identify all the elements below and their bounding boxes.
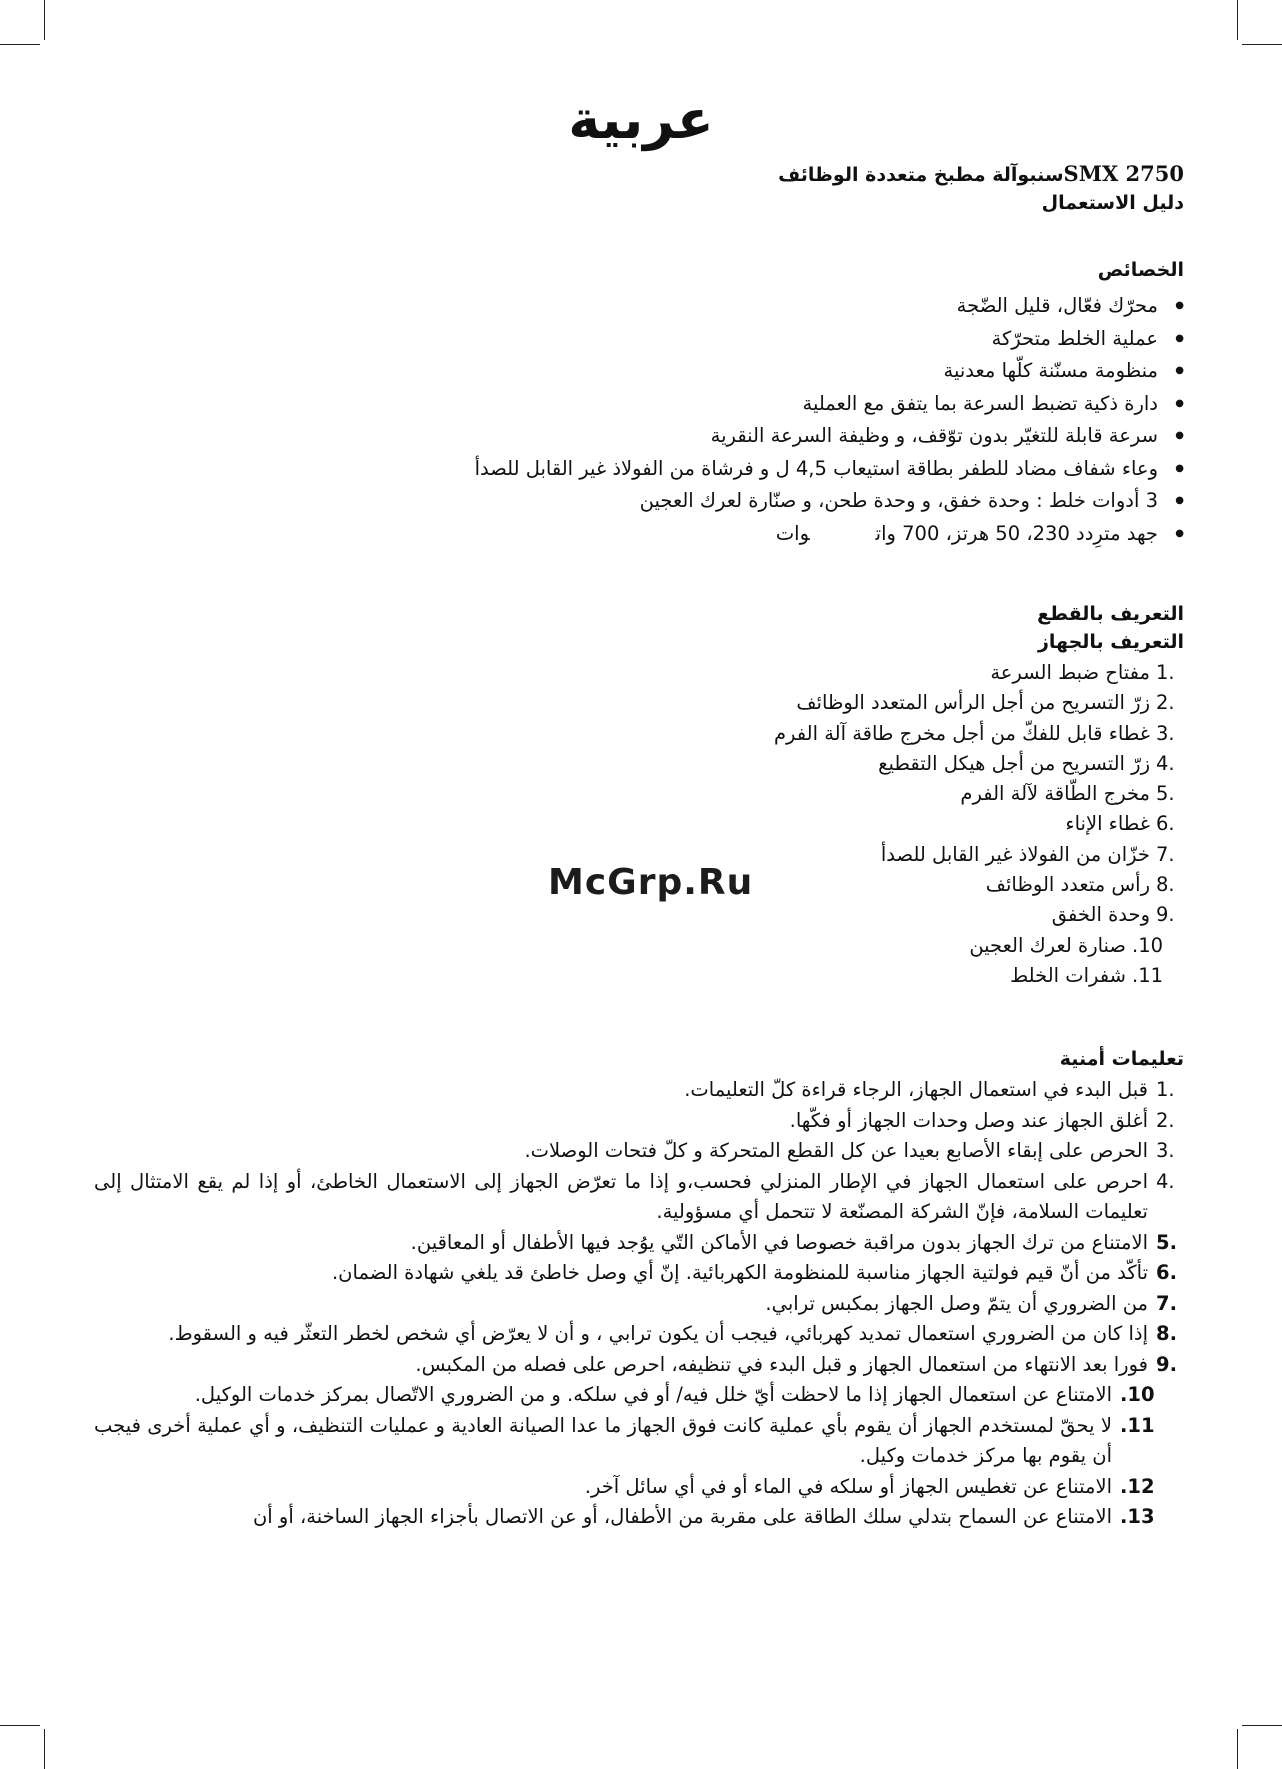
crop-mark — [44, 0, 45, 40]
list-item — [94, 1350, 1184, 1381]
list-item — [94, 779, 1184, 809]
item-number: 8. — [1156, 873, 1175, 897]
product-name: سنبوآلة مطبخ متعددة الوظائف — [778, 164, 1064, 186]
list-item: ● دارة ذكية تضبط السرعة بما يتفق مع العملية — [94, 388, 1184, 421]
list-item — [94, 900, 1184, 930]
item-number: 4. — [1156, 751, 1175, 775]
item-number: 1. — [1156, 1078, 1175, 1101]
item-text: فورا بعد الانتهاء من استعمال الجهاز و قبل البدء في تنظيفه، احرص على فصله من المكبس. — [415, 1352, 1148, 1376]
item-number: 3. — [1156, 721, 1175, 745]
list-item — [94, 1167, 1184, 1228]
list-item — [94, 749, 1184, 779]
list-item: ● سرعة قابلة للتغيّر بدون توّقف، و وظيفة السرعة النقرية — [94, 420, 1184, 453]
page-title: عربية — [568, 88, 714, 151]
safety-heading: تعليمات أمنية — [1059, 1048, 1184, 1070]
item-text: غطاء الإناء — [1065, 812, 1150, 836]
item-text: زرّ التسريح من أجل الرأس المتعدد الوظائف — [796, 691, 1150, 715]
item-number: 6. — [1156, 812, 1175, 836]
item-text: الامتناع عن السماح بتدلي سلك الطاقة على مقربة من الأطفال، أو عن الاتصال بأجزاء الجهاز الساخنة، أو أن — [252, 1505, 1112, 1528]
list-item — [94, 719, 1184, 749]
product-line — [94, 160, 1184, 189]
item-text: رأس متعدد الوظائف — [985, 873, 1150, 897]
list-item — [94, 809, 1184, 839]
list-item: ● وعاء شفاف مضاد للطفر بطاقة استيعاب 4,5 ل و فرشاة من الفولاذ غير القابل للصدأ — [94, 453, 1184, 486]
item-number: 1. — [1156, 661, 1175, 684]
item-number: .13 — [1120, 1505, 1155, 1528]
list-item — [94, 961, 1184, 991]
list-item — [94, 1319, 1184, 1350]
power-spec: جهد مترِدد 230، 50 هرتز، 700 وات — [875, 521, 1158, 545]
safety-list — [94, 1075, 1184, 1533]
list-item — [94, 518, 1184, 551]
features-heading: الخصائص — [1097, 259, 1184, 281]
list-item — [94, 1472, 1184, 1503]
item-text: غطاء قابل للفكّ من أجل مخرج طاقة آلة الفرم — [773, 721, 1150, 745]
item-number: 2. — [1156, 691, 1175, 715]
item-text: لا يحقّ لمستخدم الجهاز أن يقوم بأي عملية كانت فوق الجهاز ما عدا الصيانة العادية و عمليات التنظيف، و أي عملية أخرى فيجب أن يقوم بها مركز خدمات وكيل. — [94, 1413, 1112, 1467]
crop-mark — [1242, 44, 1282, 45]
crop-mark — [1237, 1729, 1238, 1769]
crop-mark — [0, 44, 40, 45]
list-item — [94, 1136, 1184, 1167]
list-item — [94, 931, 1184, 961]
list-item — [94, 1289, 1184, 1320]
features-section — [94, 256, 1184, 550]
item-text: الامتناع عن تغطيس الجهاز أو سلكه في الماء أو في أي سائل آخر. — [584, 1474, 1112, 1498]
item-text: خزّان من الفولاذ غير القابل للصدأ — [880, 842, 1150, 866]
item-number: .12 — [1120, 1474, 1155, 1498]
item-number: 7. — [1156, 1291, 1177, 1315]
item-number: 9. — [1156, 1352, 1177, 1376]
item-text: الحرص على إبقاء الأصابع بعيدا عن كل القطع المتحركة و كلّ فتحات الوصلات. — [524, 1139, 1148, 1162]
item-text: مخرج الطّاقة لآلة الفرم — [960, 782, 1150, 806]
list-item — [94, 1411, 1184, 1472]
item-text: إذا كان من الضروري استعمال تمديد كهربائي، فيجب أن يكون ترابي ، و أن لا يعرّض أي شخص لخطر التعثّر فيه و السقوط. — [168, 1322, 1148, 1345]
item-text: مفتاح ضبط السرعة — [990, 661, 1150, 684]
list-item — [94, 1380, 1184, 1411]
item-text: الامتناع عن استعمال الجهاز إذا ما لاحظت أيّ خلل فيه/ أو في سلكه. و من الضروري الاتّصال بمركز خدمات الوكيل. — [194, 1383, 1112, 1406]
list-item — [94, 1228, 1184, 1259]
list-item: ● 3 أدوات خلط : وحدة خفق، و وحدة طحن، و صنّارة لعرك العجين — [94, 485, 1184, 518]
item-text: وحدة الخفق — [1051, 903, 1150, 927]
item-number: 3. — [1156, 1139, 1175, 1162]
parts-subheading: التعريف بالجهاز — [1037, 631, 1184, 653]
item-text: أغلق الجهاز عند وصل وحدات الجهاز أو فكّها. — [789, 1108, 1148, 1132]
item-number: .11 — [1132, 963, 1164, 987]
item-text: صنارة لعرك العجين — [969, 933, 1126, 957]
safety-section — [94, 1045, 1184, 1533]
item-number: 2. — [1156, 1108, 1175, 1132]
crop-mark — [1237, 0, 1238, 40]
manual-title: دليل الاستعمال — [1041, 192, 1184, 214]
parts-heading: التعريف بالقطع — [1037, 603, 1184, 625]
item-text: زرّ التسريح من أجل هيكل التقطيع — [878, 751, 1150, 775]
item-text: من الضروري أن يتمّ وصل الجهاز بمكبس ترابي. — [765, 1291, 1148, 1315]
list-item — [94, 1106, 1184, 1137]
watermark-text: McGrp.Ru — [548, 862, 754, 903]
product-header — [94, 160, 1184, 217]
list-item — [94, 658, 1184, 688]
item-text: الامتناع من ترك الجهاز بدون مراقبة خصوصا في الأماكن التّي يوُجد فيها الأطفال أو المعاقين. — [410, 1230, 1148, 1254]
item-number: .11 — [1120, 1413, 1155, 1437]
list-item: ● منظومة مسنّنة كلّها معدنية — [94, 355, 1184, 388]
features-list — [94, 290, 1184, 550]
model-number: SMX 2750 — [1063, 161, 1184, 186]
power-unit: وات — [775, 521, 810, 545]
item-number: 8. — [1156, 1322, 1177, 1345]
item-number: 5. — [1156, 782, 1175, 806]
item-number: 7. — [1156, 842, 1175, 866]
item-text: تأكّد من أنّ قيم فولتية الجهاز مناسبة للمنظومة الكهربائية. إنّ أي وصل خاطئ قد يلغي شهادة الضمان. — [331, 1261, 1148, 1284]
parts-list — [94, 658, 1184, 991]
parts-section — [94, 600, 1184, 991]
item-number: .10 — [1132, 933, 1164, 957]
item-text: قبل البدء في استعمال الجهاز، الرجاء قراءة كلّ التعليمات. — [684, 1078, 1148, 1101]
list-item: ● عملية الخلط متحرّكة — [94, 323, 1184, 356]
item-text: احرص على استعمال الجهاز في الإطار المنزلي فحسب،و إذا ما تعرّض الجهاز إلى الاستعمال الخاطئ، أو إذا لم يقع الامتثال إلى تعليمات السلامة، فإنّ الشركة المصنّعة لا تتحمل أي مسؤولية. — [94, 1169, 1148, 1223]
list-item — [94, 688, 1184, 718]
crop-mark — [1242, 1725, 1282, 1726]
list-item: ● محرّك فعّال، قليل الضّجة — [94, 290, 1184, 323]
list-item — [94, 1258, 1184, 1289]
item-number: 5. — [1156, 1230, 1177, 1254]
item-number: 9. — [1156, 903, 1175, 927]
item-number: 6. — [1156, 1261, 1177, 1284]
crop-mark — [0, 1725, 40, 1726]
item-number: .10 — [1120, 1383, 1155, 1406]
list-item — [94, 1502, 1184, 1533]
item-number: 4. — [1156, 1169, 1175, 1193]
list-item — [94, 1075, 1184, 1106]
crop-mark — [44, 1729, 45, 1769]
item-text: شفرات الخلط — [1010, 963, 1126, 987]
